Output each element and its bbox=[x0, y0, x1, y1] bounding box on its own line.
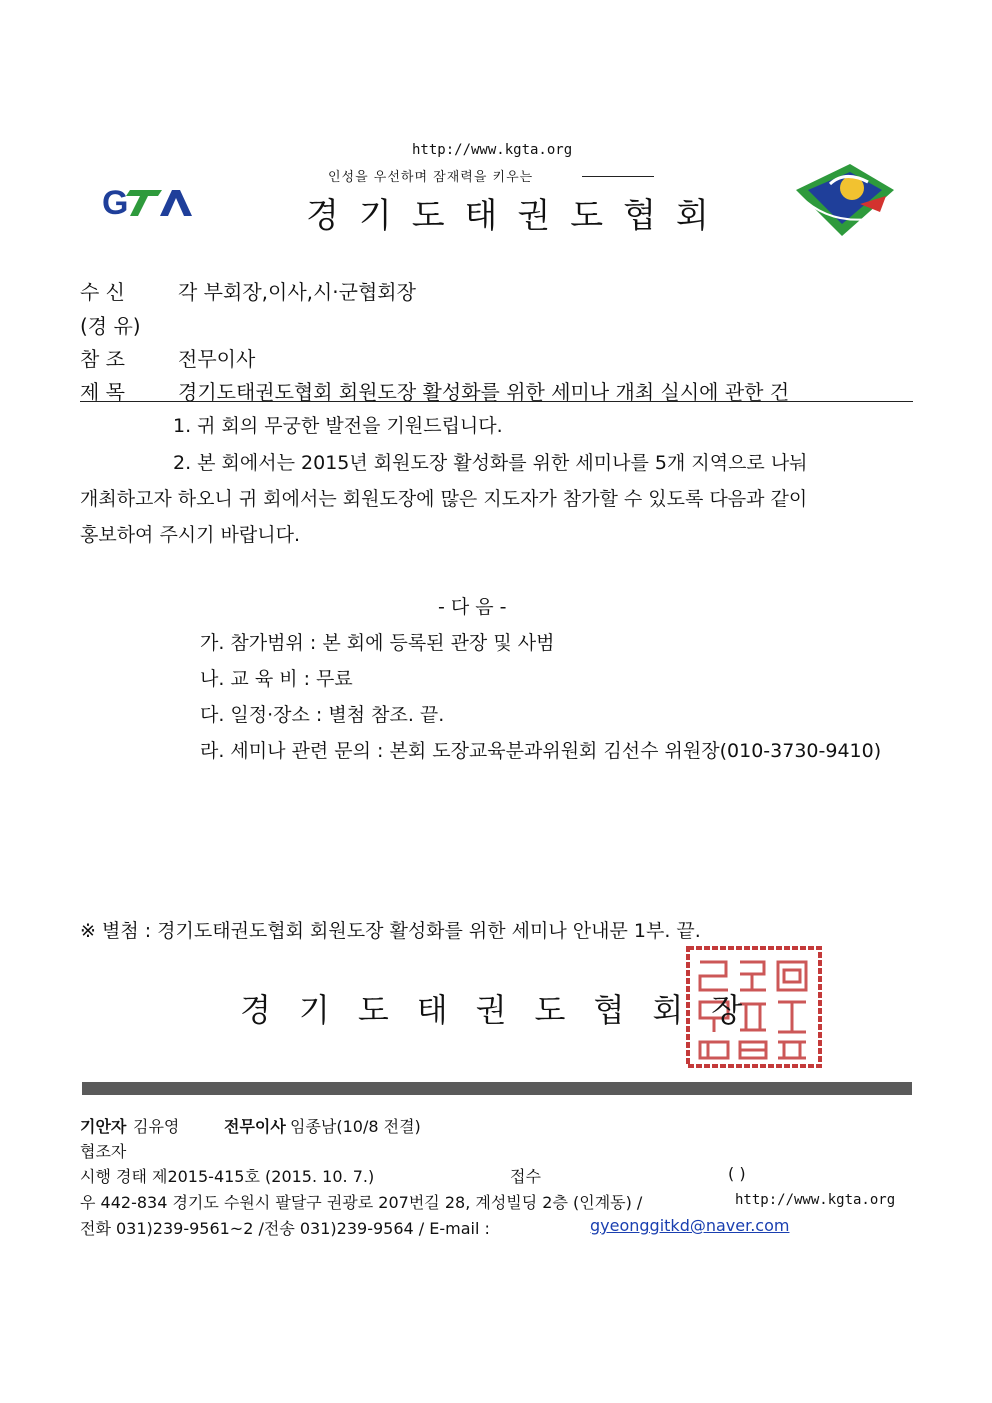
reference-value: 전무이사 bbox=[178, 347, 256, 371]
attachment-note: ※ 별첨 : 경기도태권도협회 회원도장 활성화를 위한 세미나 안내문 1부. 끝. bbox=[80, 920, 701, 942]
notice-heading: - 다 음 - bbox=[438, 596, 507, 618]
list-item: 나. 교 육 비 : 무료 bbox=[200, 668, 353, 690]
drafter-name: 김유영 bbox=[133, 1117, 180, 1136]
sender-name: 경기도태권도협회장 bbox=[240, 991, 771, 1029]
slogan: 인성을 우선하며 잠재력을 키우는 bbox=[328, 170, 534, 185]
enforcement-info: 시행 경태 제2015-415호 (2015. 10. 7.) bbox=[80, 1167, 375, 1186]
subject-label: 제 목 bbox=[80, 380, 125, 404]
reference-label: 참 조 bbox=[80, 347, 125, 371]
list-item: 가. 참가범위 : 본 회에 등록된 관장 및 사범 bbox=[200, 632, 555, 654]
contact-info: 전화 031)239-9561~2 /전송 031)239-9564 / E-mail : bbox=[80, 1219, 490, 1238]
recipient-label: 수 신 bbox=[80, 280, 125, 304]
footer-divider bbox=[82, 1082, 912, 1095]
slogan-rule bbox=[582, 176, 654, 177]
gta-logo bbox=[100, 182, 200, 226]
subject-value: 경기도태권도협회 회원도장 활성화를 위한 세미나 개최 실시에 관한 건 bbox=[178, 380, 790, 404]
paragraph-1: 1. 귀 회의 무궁한 발전을 기원드립니다. bbox=[173, 415, 503, 437]
list-item: 다. 일정·장소 : 별첨 참조. 끝. bbox=[200, 704, 445, 726]
association-emblem bbox=[790, 160, 900, 244]
address-url[interactable]: http://www.kgta.org bbox=[735, 1192, 896, 1208]
receipt-label: 접수 bbox=[510, 1167, 541, 1186]
director-name: 임종남(10/8 전결) bbox=[290, 1117, 421, 1136]
svg-text:G: G bbox=[102, 184, 129, 222]
drafter-label: 기안자 bbox=[80, 1117, 127, 1136]
org-title: 경기도태권도협회 bbox=[306, 196, 729, 236]
address: 우 442-834 경기도 수원시 팔달구 권광로 207번길 28, 계성빌딩 2층 (인계동) / bbox=[80, 1193, 643, 1212]
paragraph-2-line-2: 개최하고자 하오니 귀 회에서는 회원도장에 많은 지도자가 참가할 수 있도록 다음과 같이 bbox=[80, 488, 808, 510]
paragraph-2-line-3: 홍보하여 주시기 바랍니다. bbox=[80, 524, 301, 546]
subject-rule bbox=[80, 401, 913, 402]
paragraph-2-line-1: 2. 본 회에서는 2015년 회원도장 활성화를 위한 세미나를 5개 지역으로 나눠 bbox=[173, 452, 808, 474]
director-label: 전무이사 bbox=[224, 1117, 286, 1136]
recipient-value: 각 부회장,이사,시·군협회장 bbox=[178, 280, 416, 304]
receipt-field: ( ) bbox=[728, 1164, 746, 1183]
cooperator-label: 협조자 bbox=[80, 1142, 127, 1161]
email-link[interactable]: gyeonggitkd@naver.com bbox=[590, 1216, 790, 1235]
list-item: 라. 세미나 관련 문의 : 본회 도장교육분과위원회 김선수 위원장(010-3730-9410) bbox=[200, 740, 882, 762]
via-label: (경 유) bbox=[80, 314, 141, 338]
header-url[interactable]: http://www.kgta.org bbox=[412, 142, 573, 158]
